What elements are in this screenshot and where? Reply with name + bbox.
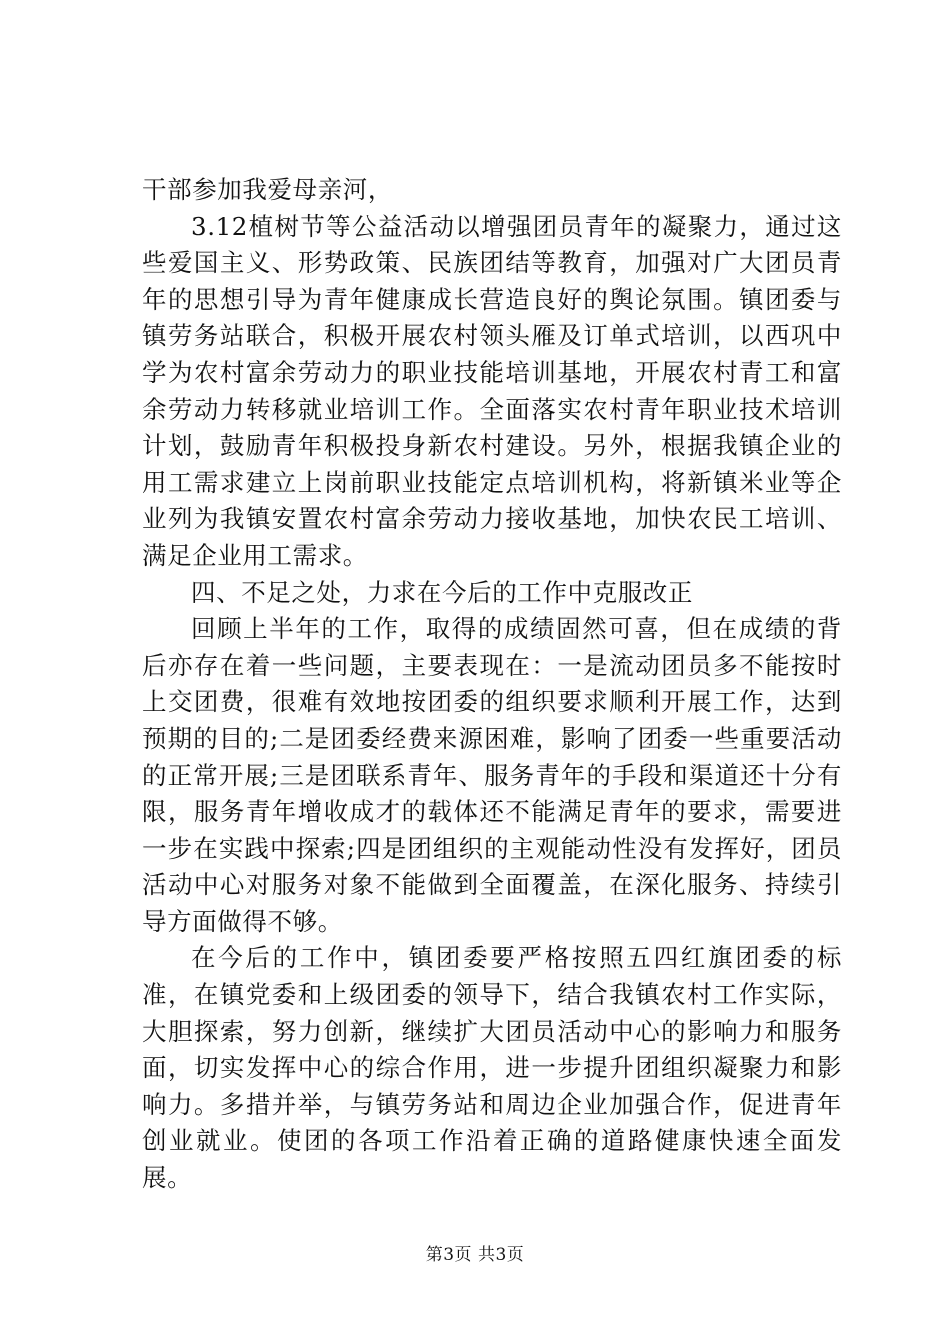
paragraph-future-work: 在今后的工作中，镇团委要严格按照五四红旗团委的标准，在镇党委和上级团委的领导下，结合我镇农村工作实际，大胆探索，努力创新，继续扩大团员活动中心的影响力和服务面，切实发挥中心的综合作用，进一步提升团组织凝聚力和影响力。多措并举，与镇劳务站和周边企业加强合作，促进青年创业就业。使团的各项工作沿着正确的道路健康快速全面发展。 bbox=[142, 943, 842, 1193]
paragraph-activities: 3.12植树节等公益活动以增强团员青年的凝聚力，通过这些爱国主义、形势政策、民族团结等教育，加强对广大团员青年的思想引导为青年健康成长营造良好的舆论氛围。镇团委与镇劳务站联合，积极开展农村领头雁及订单式培训，以西巩中学为农村富余劳动力的职业技能培训基地，开展农村青工和富余劳动力转移就业培训工作。全面落实农村青年职业技术培训计划，鼓励青年积极投身新农村建设。另外，根据我镇企业的用工需求建立上岗前职业技能定点培训机构，将新镇米业等企业列为我镇安置农村富余劳动力接收基地，加快农民工培训、满足企业用工需求。 bbox=[142, 211, 842, 570]
section-heading-shortcomings: 四、不足之处，力求在今后的工作中克服改正 bbox=[191, 577, 693, 607]
paragraph-review: 回顾上半年的工作，取得的成绩固然可喜，但在成绩的背后亦存在着一些问题，主要表现在：一是流动团员多不能按时上交团费，很难有效地按团委的组织要求顺利开展工作，达到预期的目的;二是团委经费来源困难，影响了团委一些重要活动的正常开展;三是团联系青年、服务青年的手段和渠道还十分有限，服务青年增收成才的载体还不能满足青年的要求，需要进一步在实践中探索;四是团组织的主观能动性没有发挥好，团员活动中心对服务对象不能做到全面覆盖，在深化服务、持续引导方面做得不够。 bbox=[142, 614, 842, 936]
document-body bbox=[142, 172, 842, 1197]
page-number-footer: 第3页 共3页 bbox=[425, 1245, 525, 1265]
paragraph-continuation: 干部参加我爱母亲河， bbox=[142, 175, 393, 204]
